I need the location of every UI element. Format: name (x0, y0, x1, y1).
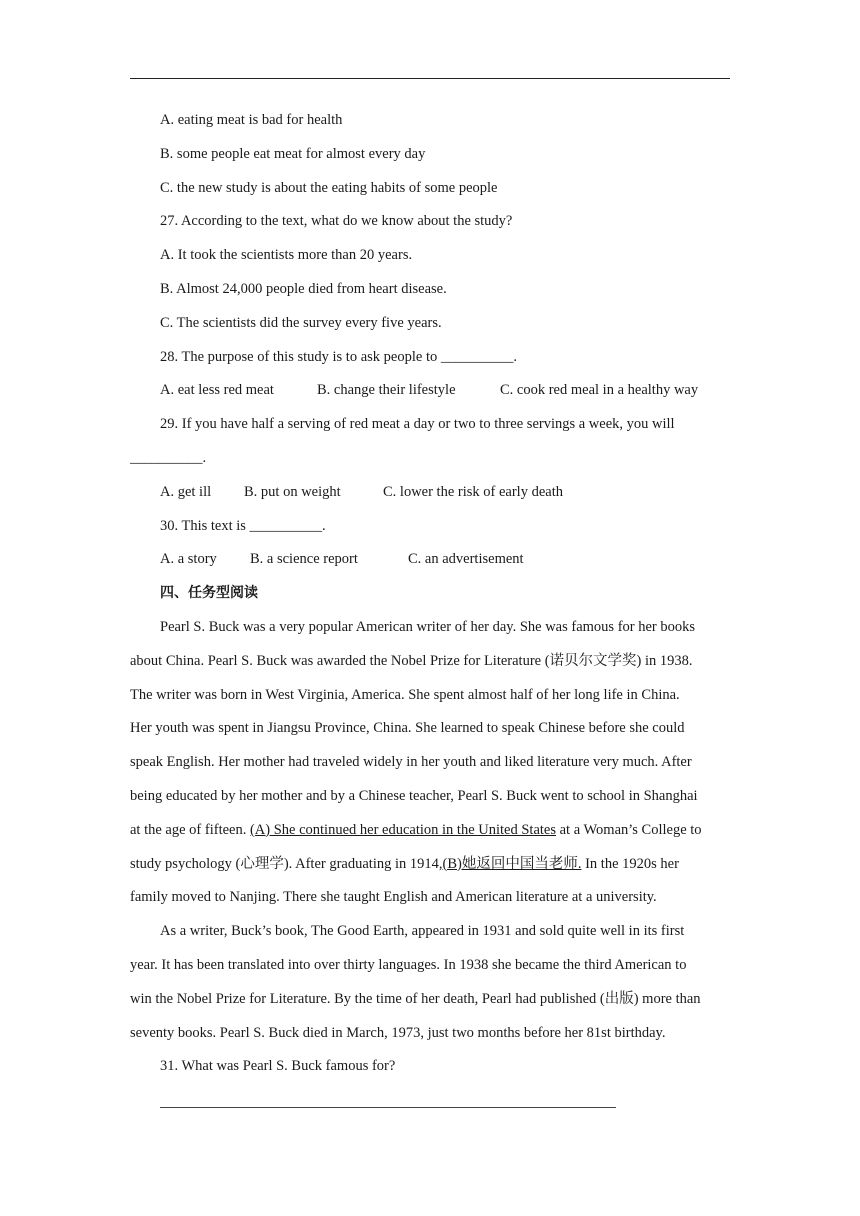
q31-answer-line[interactable] (160, 1107, 616, 1108)
q28-question: 28. The purpose of this study is to ask people to __________. (160, 348, 517, 365)
passage-text: In the 1920s her (581, 855, 679, 872)
passage-text: at the age of fifteen. (130, 821, 250, 838)
q29-blank: __________. (130, 449, 207, 466)
q30-option-b: B. a science report (250, 551, 358, 568)
passage-line: seventy books. Pearl S. Buck died in March, 1973, just two months before her 81st birthday. (130, 1024, 666, 1041)
q28-options (130, 374, 730, 408)
q27-question: 27. According to the text, what do we know about the study? (160, 213, 513, 230)
q27-option-a: A. It took the scientists more than 20 years. (160, 247, 413, 264)
passage-line: speak English. Her mother had traveled widely in her youth and liked literature very much. After (130, 754, 692, 771)
q28-option-a: A. eat less red meat (160, 382, 274, 399)
q29-option-b: B. put on weight (244, 483, 341, 500)
header-rule (130, 78, 730, 79)
passage-line: As a writer, Buck’s book, The Good Earth, appeared in 1931 and sold quite well in its first (160, 923, 685, 940)
q28-option-b: B. change their lifestyle (317, 382, 456, 399)
passage-text: at a Woman’s College to (556, 821, 702, 838)
q31-question: 31. What was Pearl S. Buck famous for? (160, 1058, 396, 1075)
passage-line: about China. Pearl S. Buck was awarded the Nobel Prize for Literature (诺贝尔文学奖) in 1938. (130, 652, 693, 669)
q26-option-c: C. the new study is about the eating habits of some people (160, 179, 498, 196)
q30-option-c: C. an advertisement (408, 551, 524, 568)
q26-option-a: A. eating meat is bad for health (160, 112, 343, 128)
q29-option-a: A. get ill (160, 483, 212, 500)
underlined-sentence-b: (B)她返回中国当老师. (442, 855, 582, 872)
q29-question: 29. If you have half a serving of red meat a day or two to three servings a week, you will (160, 416, 675, 433)
passage-line: family moved to Nanjing. There she taught English and American literature at a university. (130, 889, 657, 906)
passage-line: Pearl S. Buck was a very popular American writer of her day. She was famous for her books (160, 618, 696, 635)
passage-line (130, 814, 730, 848)
q30-options (130, 543, 730, 577)
underlined-sentence-a: (A) She continued her education in the United States (249, 821, 556, 838)
q27-option-c: C. The scientists did the survey every five years. (160, 314, 442, 331)
q26-option-b: B. some people eat meat for almost every day (160, 145, 426, 162)
q30-option-a: A. a story (160, 551, 217, 568)
q29-option-c: C. lower the risk of early death (383, 483, 563, 500)
q28-option-c: C. cook red meal in a healthy way (500, 382, 699, 399)
q29-options (130, 476, 730, 510)
passage-line: year. It has been translated into over thirty languages. In 1938 she became the third American to (130, 956, 687, 973)
document-body (130, 104, 730, 1084)
passage-line: being educated by her mother and by a Chinese teacher, Pearl S. Buck went to school in Shanghai (130, 787, 698, 804)
passage-line: win the Nobel Prize for Literature. By the time of her death, Pearl had published (出版) more than (130, 990, 701, 1007)
passage-line: The writer was born in West Virginia, America. She spent almost half of her long life in China. (130, 686, 680, 703)
q27-option-b: B. Almost 24,000 people died from heart disease. (160, 280, 447, 297)
passage-line (130, 848, 730, 882)
passage-line: Her youth was spent in Jiangsu Province, China. She learned to speak Chinese before she could (130, 720, 685, 737)
section-heading: 四、任务型阅读 (160, 585, 258, 602)
q30-question: 30. This text is __________. (160, 517, 326, 534)
passage-text: study psychology (心理学). After graduating in 1914, (130, 855, 443, 872)
